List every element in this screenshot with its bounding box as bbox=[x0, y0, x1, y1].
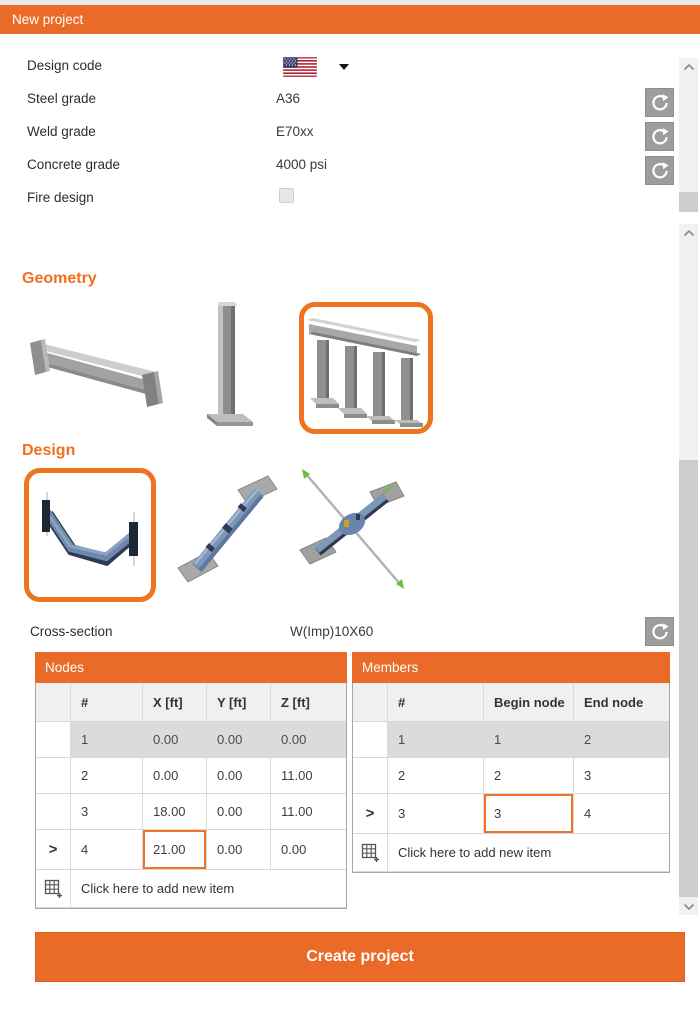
beam-thumbnail-icon bbox=[28, 322, 168, 407]
dropdown-caret-icon[interactable] bbox=[339, 64, 349, 70]
geometry-option-beam[interactable] bbox=[28, 322, 168, 407]
table-cell[interactable]: 1 bbox=[388, 722, 484, 758]
table-cell[interactable]: 4 bbox=[71, 830, 143, 870]
concrete-grade-refresh-button[interactable] bbox=[645, 156, 674, 185]
add-row-label[interactable]: Click here to add new item bbox=[388, 834, 669, 872]
design-option-single-member[interactable] bbox=[172, 474, 284, 594]
steel-grade-value[interactable]: A36 bbox=[276, 91, 301, 106]
active-table-cell[interactable]: 21.00 bbox=[143, 830, 207, 870]
window-title: New project bbox=[12, 12, 84, 27]
table-cell[interactable]: 11.00 bbox=[271, 794, 346, 830]
single-member-thumbnail-icon bbox=[172, 474, 284, 594]
table-cell[interactable]: 3 bbox=[71, 794, 143, 830]
add-row-label[interactable]: Click here to add new item bbox=[71, 870, 346, 908]
column-header: Y [ft] bbox=[207, 683, 271, 722]
table-cell[interactable]: 2 bbox=[71, 758, 143, 794]
add-grid-icon bbox=[44, 879, 63, 898]
active-row-selector[interactable] bbox=[36, 830, 71, 870]
row-selector[interactable] bbox=[36, 758, 71, 794]
cross-section-refresh-button[interactable] bbox=[645, 617, 674, 646]
row-selector-header bbox=[353, 683, 388, 722]
design-heading: Design bbox=[22, 442, 76, 459]
row-selector-header bbox=[36, 683, 71, 722]
geometry-option-column[interactable] bbox=[193, 300, 259, 430]
cross-connection-thumbnail-icon bbox=[296, 466, 408, 598]
column-header: X [ft] bbox=[143, 683, 207, 722]
add-grid-icon bbox=[361, 843, 380, 862]
column-header: # bbox=[388, 683, 484, 722]
row-selector[interactable] bbox=[36, 794, 71, 830]
weld-grade-label: Weld grade bbox=[27, 124, 96, 139]
steel-grade-refresh-button[interactable] bbox=[645, 88, 674, 117]
design-code-dropdown[interactable] bbox=[283, 57, 317, 77]
table-cell[interactable]: 0.00 bbox=[207, 722, 271, 758]
create-project-label: Create project bbox=[306, 948, 414, 965]
refresh-icon bbox=[650, 127, 670, 147]
members-table-title: Members bbox=[352, 652, 670, 683]
weld-grade-value[interactable]: E70xx bbox=[276, 124, 314, 139]
table-cell[interactable]: 2 bbox=[388, 758, 484, 794]
table-cell[interactable]: 0.00 bbox=[207, 830, 271, 870]
geometry-heading: Geometry bbox=[22, 270, 97, 287]
table-cell[interactable]: 0.00 bbox=[143, 758, 207, 794]
table-cell[interactable]: 2 bbox=[574, 722, 669, 758]
scrollbar-thumb[interactable] bbox=[679, 192, 698, 212]
table-cell[interactable]: 11.00 bbox=[271, 758, 346, 794]
design-option-frame-design[interactable] bbox=[24, 468, 156, 602]
scroll-down-icon[interactable] bbox=[679, 898, 698, 915]
geometry-option-frame[interactable] bbox=[299, 302, 433, 434]
cross-section-label: Cross-section bbox=[30, 624, 113, 639]
table-cell[interactable]: 1 bbox=[71, 722, 143, 758]
column-header: # bbox=[71, 683, 143, 722]
scrollbar-thumb[interactable] bbox=[679, 460, 698, 897]
table-cell[interactable]: 3 bbox=[574, 758, 669, 794]
weld-grade-refresh-button[interactable] bbox=[645, 122, 674, 151]
us-flag-icon bbox=[283, 57, 317, 77]
table-cell[interactable]: 0.00 bbox=[271, 830, 346, 870]
table-cell[interactable]: 0.00 bbox=[207, 758, 271, 794]
refresh-icon bbox=[650, 93, 670, 113]
frame-design-thumbnail-icon bbox=[30, 474, 150, 596]
column-header: Begin node bbox=[484, 683, 574, 722]
table-cell[interactable]: 3 bbox=[388, 794, 484, 834]
refresh-icon bbox=[650, 622, 670, 642]
column-header: Z [ft] bbox=[271, 683, 346, 722]
titlebar bbox=[0, 5, 700, 34]
nodes-table bbox=[35, 652, 347, 909]
fire-design-checkbox[interactable] bbox=[279, 188, 294, 203]
nodes-table-title: Nodes bbox=[35, 652, 347, 683]
active-row-selector[interactable] bbox=[353, 794, 388, 834]
table-cell[interactable]: 4 bbox=[574, 794, 669, 834]
design-option-cross-connection[interactable] bbox=[296, 466, 408, 598]
column-header: End node bbox=[574, 683, 669, 722]
column-thumbnail-icon bbox=[193, 300, 259, 430]
concrete-grade-value[interactable]: 4000 psi bbox=[276, 157, 328, 172]
cross-section-value[interactable]: W(Imp)10X60 bbox=[290, 624, 374, 639]
table-cell[interactable]: 0.00 bbox=[207, 794, 271, 830]
concrete-grade-label: Concrete grade bbox=[27, 157, 121, 172]
row-selector[interactable] bbox=[353, 722, 388, 758]
add-row-button[interactable] bbox=[353, 834, 388, 872]
add-row-button[interactable] bbox=[36, 870, 71, 908]
table-cell[interactable]: 0.00 bbox=[271, 722, 346, 758]
form-scrollbar[interactable] bbox=[679, 58, 698, 212]
row-selector[interactable] bbox=[36, 722, 71, 758]
table-cell[interactable]: 18.00 bbox=[143, 794, 207, 830]
scroll-up-icon[interactable] bbox=[679, 58, 698, 75]
table-cell[interactable]: 1 bbox=[484, 722, 574, 758]
row-arrow-icon: > bbox=[365, 805, 375, 822]
active-table-cell[interactable]: 3 bbox=[484, 794, 574, 834]
scroll-up-icon[interactable] bbox=[679, 224, 698, 241]
frame-thumbnail-icon bbox=[305, 308, 427, 428]
table-cell[interactable]: 0.00 bbox=[143, 722, 207, 758]
table-cell[interactable]: 2 bbox=[484, 758, 574, 794]
design-code-label: Design code bbox=[27, 58, 103, 73]
content-scrollbar[interactable] bbox=[679, 224, 698, 915]
refresh-icon bbox=[650, 161, 670, 181]
steel-grade-label: Steel grade bbox=[27, 91, 97, 106]
members-table bbox=[352, 652, 670, 873]
row-selector[interactable] bbox=[353, 758, 388, 794]
fire-design-label: Fire design bbox=[27, 190, 94, 205]
create-project-button[interactable] bbox=[35, 932, 685, 982]
row-arrow-icon: > bbox=[48, 841, 58, 858]
